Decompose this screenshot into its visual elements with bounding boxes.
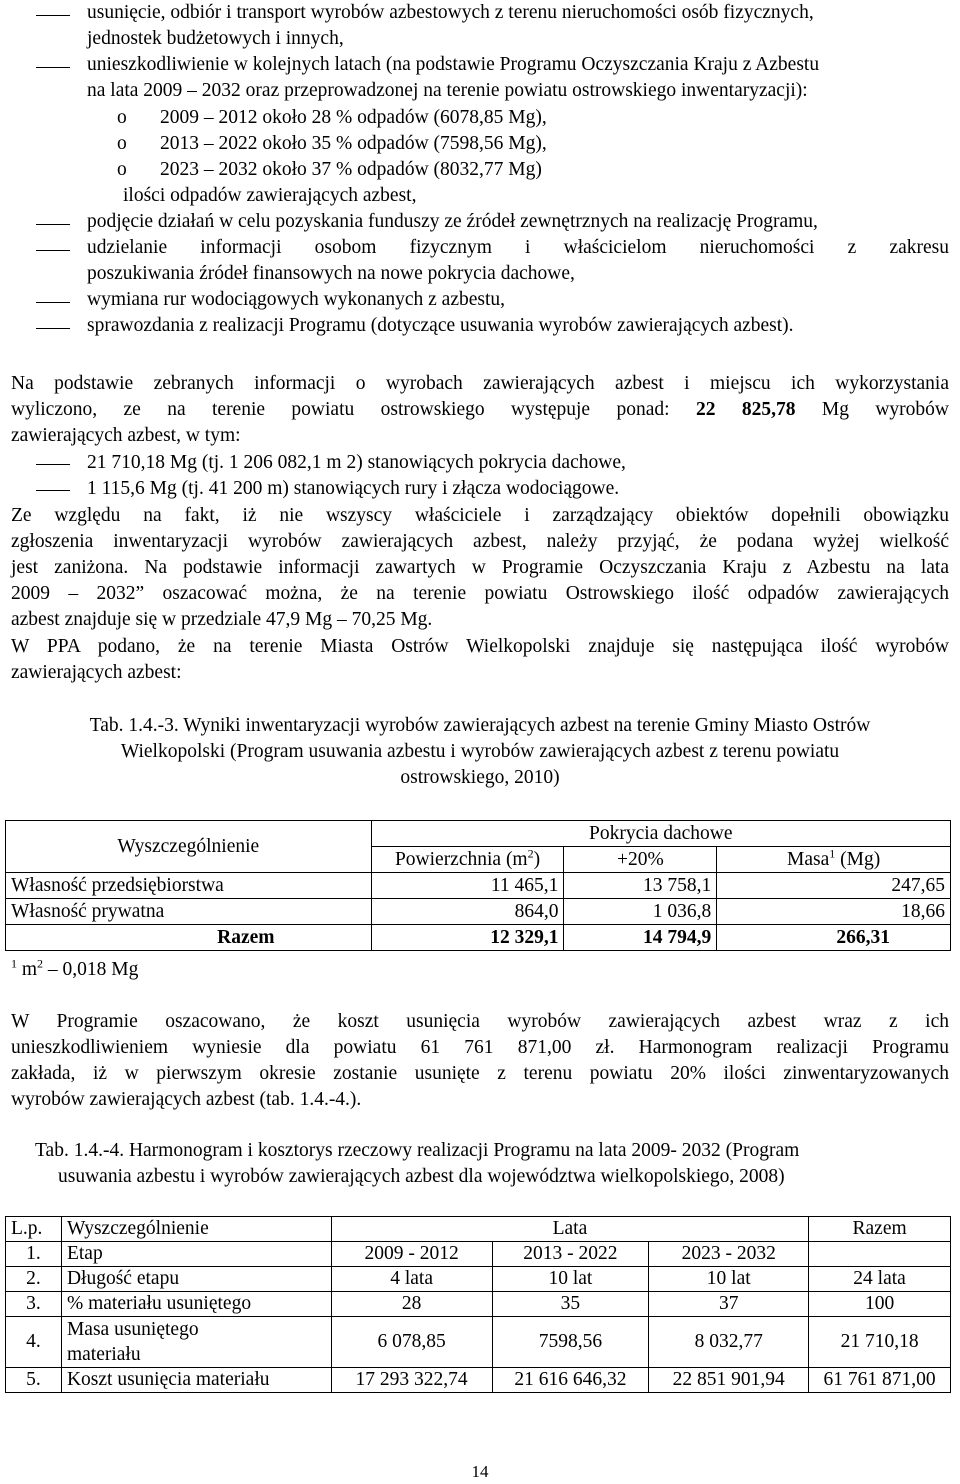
sub-list-item: 2023 – 2032 około 37 % odpadów (8032,77 Mg): [160, 159, 542, 180]
table-row: [6, 899, 951, 925]
sub-list-item: 2013 – 2022 około 35 % odpadów (7598,56 Mg),: [160, 133, 547, 154]
cell-plus20: 13 758,1: [564, 873, 717, 899]
cell-razem: 21 710,18: [809, 1317, 951, 1368]
cell-b: 7598,56: [492, 1317, 649, 1368]
paragraph-line: jest zaniżona. Na podstawie informacji zawartych w Programie Oczyszczania Kraju z Azbestu na lata: [11, 557, 949, 578]
dash-bullet: [36, 224, 70, 225]
table-row: [6, 1368, 951, 1393]
page-number: 14: [471, 1462, 489, 1481]
cell-plus20: 1 036,8: [564, 899, 717, 925]
total-powierzchnia: 12 329,1: [371, 925, 564, 951]
asbestos-inventory-table: [5, 820, 951, 951]
cell-b: 21 616 646,32: [492, 1368, 649, 1393]
cell-b: 2013 - 2022: [492, 1242, 649, 1267]
paragraph-line: zawierających azbest:: [11, 662, 182, 683]
cell-powierzchnia: 11 465,1: [371, 873, 564, 899]
list-item-continuation: poszukiwania źródeł finansowych na nowe pokrycia dachowe,: [87, 263, 575, 284]
table-row: [6, 1267, 951, 1292]
header-pokrycia-dachowe: Pokrycia dachowe: [371, 821, 950, 847]
row-label: Własność przedsiębiorstwa: [6, 873, 372, 899]
paragraph-line: 2009 – 2032” oszacować można, że na terenie powiatu Ostrowskiego ilość odpadów zawierających: [11, 583, 949, 604]
dash-bullet: [36, 15, 70, 16]
total-amount: 22 825,78: [695, 399, 796, 420]
cell-masa: 247,65: [717, 873, 951, 899]
paragraph-line: W PPA podano, że na terenie Miasta Ostrów Wielkopolski znajduje się następująca ilość wyrobów: [11, 636, 949, 657]
cell-a: 17 293 322,74: [331, 1368, 492, 1393]
cell-lp: 5.: [6, 1368, 62, 1393]
dash-bullet: [36, 250, 70, 251]
cell-name: Etap: [61, 1242, 331, 1267]
total-label: Razem: [6, 925, 372, 951]
cell-c: 8 032,77: [649, 1317, 809, 1368]
paragraph-line: unieszkodliwieniem wyniesie dla powiatu 61 761 871,00 zł. Harmonogram realizacji Programu: [11, 1037, 949, 1058]
header-lata: Lata: [331, 1217, 808, 1242]
header-wyszczegolnienie: Wyszczególnienie: [6, 821, 372, 873]
cell-masa: 18,66: [717, 899, 951, 925]
paragraph-line: zakłada, iż w pierwszym okresie zostanie usunięte z terenu powiatu 20% ilości zinwentaryzowanych: [11, 1063, 949, 1084]
list-item: 21 710,18 Mg (tj. 1 206 082,1 m 2) stanowiących pokrycia dachowe,: [87, 452, 626, 473]
paragraph-line: Na podstawie zebranych informacji o wyrobach zawierających azbest i miejscu ich wykorzystania: [11, 373, 949, 394]
cell-b: 35: [492, 1292, 649, 1317]
cell-b: 10 lat: [492, 1267, 649, 1292]
cell-name: % materiału usuniętego: [61, 1292, 331, 1317]
sub-bullet: o: [117, 133, 127, 154]
table-header-row: [6, 1217, 951, 1242]
cell-a: 4 lata: [331, 1267, 492, 1292]
cell-razem: 24 lata: [809, 1267, 951, 1292]
cell-name: Koszt usunięcia materiału: [61, 1368, 331, 1393]
table-row: [6, 873, 951, 899]
dash-bullet: [36, 328, 70, 329]
paragraph-line: azbest znajduje się w przedziale 47,9 Mg – 70,25 Mg.: [11, 609, 433, 630]
paragraph-line: zgłoszenia inwentaryzacji wyrobów zawierających azbest, należy przyjąć, że podana wyżej wielkość: [11, 531, 949, 552]
dash-bullet: [36, 302, 70, 303]
sub-bullet: o: [117, 107, 127, 128]
cell-razem: 100: [809, 1292, 951, 1317]
table-row: [6, 1317, 951, 1368]
cell-c: 22 851 901,94: [649, 1368, 809, 1393]
table-caption: usuwania azbestu i wyrobów zawierających azbest dla województwa wielkopolskiego, 2008): [58, 1166, 785, 1187]
list-item: wymiana rur wodociągowych wykonanych z azbestu,: [87, 289, 506, 310]
schedule-table: [5, 1216, 951, 1393]
row-label: Własność prywatna: [6, 899, 372, 925]
list-item: usunięcie, odbiór i transport wyrobów azbestowych z terenu nieruchomości osób fizycznych,: [87, 2, 814, 23]
list-item: podjęcie działań w celu pozyskania funduszy ze źródeł zewnętrznych na realizację Programu,: [87, 211, 818, 232]
table-total-row: [6, 925, 951, 951]
dash-bullet: [36, 464, 70, 465]
table-caption: ostrowskiego, 2010): [400, 767, 560, 788]
paragraph-text: wyliczono, ze na terenie powiatu ostrowskiego występuje ponad:: [11, 399, 670, 420]
table-header-row: [6, 821, 951, 847]
sub-bullet: o: [117, 159, 127, 180]
cell-a: 2009 - 2012: [331, 1242, 492, 1267]
cell-lp: 3.: [6, 1292, 62, 1317]
cell-c: 2023 - 2032: [649, 1242, 809, 1267]
header-razem: Razem: [809, 1217, 951, 1242]
cell-razem: [809, 1242, 951, 1267]
paragraph-line: wyrobów zawierających azbest (tab. 1.4.-4.).: [11, 1089, 362, 1110]
table-row: [6, 1242, 951, 1267]
dash-bullet: [36, 490, 70, 491]
cell-lp: 1.: [6, 1242, 62, 1267]
list-item: sprawozdania z realizacji Programu (dotyczące usuwania wyrobów zawierających azbest).: [87, 315, 794, 336]
paragraph-line: [11, 397, 949, 423]
cell-c: 37: [649, 1292, 809, 1317]
header-wyszczegolnienie: Wyszczególnienie: [61, 1217, 331, 1242]
paragraph-line: W Programie oszacowano, że koszt usunięcia wyrobów zawierających azbest wraz z ich: [11, 1011, 949, 1032]
sub-list-item: 2009 – 2012 około 28 % odpadów (6078,85 Mg),: [160, 107, 547, 128]
list-item-continuation: na lata 2009 – 2032 oraz przeprowadzonej na terenie powiatu ostrowskiego inwentaryzacji):: [87, 80, 808, 101]
total-plus20: 14 794,9: [564, 925, 717, 951]
table-caption: Wielkopolski (Program usuwania azbestu i wyrobów zawierających azbest z terenu powiatu: [120, 741, 840, 762]
list-item: udzielanie informacji osobom fizycznym i właścicielom nieruchomości z zakresu: [87, 237, 949, 258]
paragraph-text: Mg wyrobów: [821, 399, 949, 420]
header-lp: L.p.: [6, 1217, 62, 1242]
cell-powierzchnia: 864,0: [371, 899, 564, 925]
table-footnote: $^1$ $m^2 - 0,018$ Mg: [11, 956, 139, 980]
total-masa: 266,31: [717, 925, 951, 951]
cell-a: 6 078,85: [331, 1317, 492, 1368]
list-item: unieszkodliwienie w kolejnych latach (na podstawie Programu Oczyszczania Kraju z Azbestu: [87, 54, 820, 75]
table-row: [6, 1292, 951, 1317]
header-masa: Masa$^1$ (Mg): [717, 847, 951, 873]
header-plus20: +20%: [564, 847, 717, 873]
dash-bullet: [36, 67, 70, 68]
cell-razem: 61 761 871,00: [809, 1368, 951, 1393]
table-caption: Tab. 1.4.-3. Wyniki inwentaryzacji wyrobów zawierających azbest na terenie Gminy Miasto Ostrów: [89, 715, 871, 736]
table-caption: Tab. 1.4.-4. Harmonogram i kosztorys rzeczowy realizacji Programu na lata 2009- 2032 (Program: [35, 1140, 800, 1161]
cell-lp: 2.: [6, 1267, 62, 1292]
paragraph-line: Ze względu na fakt, iż nie wszyscy właściciele i zarządzający obiektów dopełnili obowiązku: [11, 505, 949, 526]
cell-lp: 4.: [6, 1317, 62, 1368]
cell-c: 10 lat: [649, 1267, 809, 1292]
cell-a: 28: [331, 1292, 492, 1317]
cell-name: Długość etapu: [61, 1267, 331, 1292]
list-item-continuation: jednostek budżetowych i innych,: [87, 28, 344, 49]
list-item: 1 115,6 Mg (tj. 41 200 m) stanowiących rury i złącza wodociągowe.: [87, 478, 620, 499]
paragraph-line: zawierających azbest, w tym:: [11, 425, 241, 446]
cell-name: Masa usuniętego materiału: [61, 1317, 331, 1368]
list-item-continuation: ilości odpadów zawierających azbest,: [123, 185, 417, 206]
header-powierzchnia: Powierzchnia $(m^2)$: [371, 847, 564, 873]
